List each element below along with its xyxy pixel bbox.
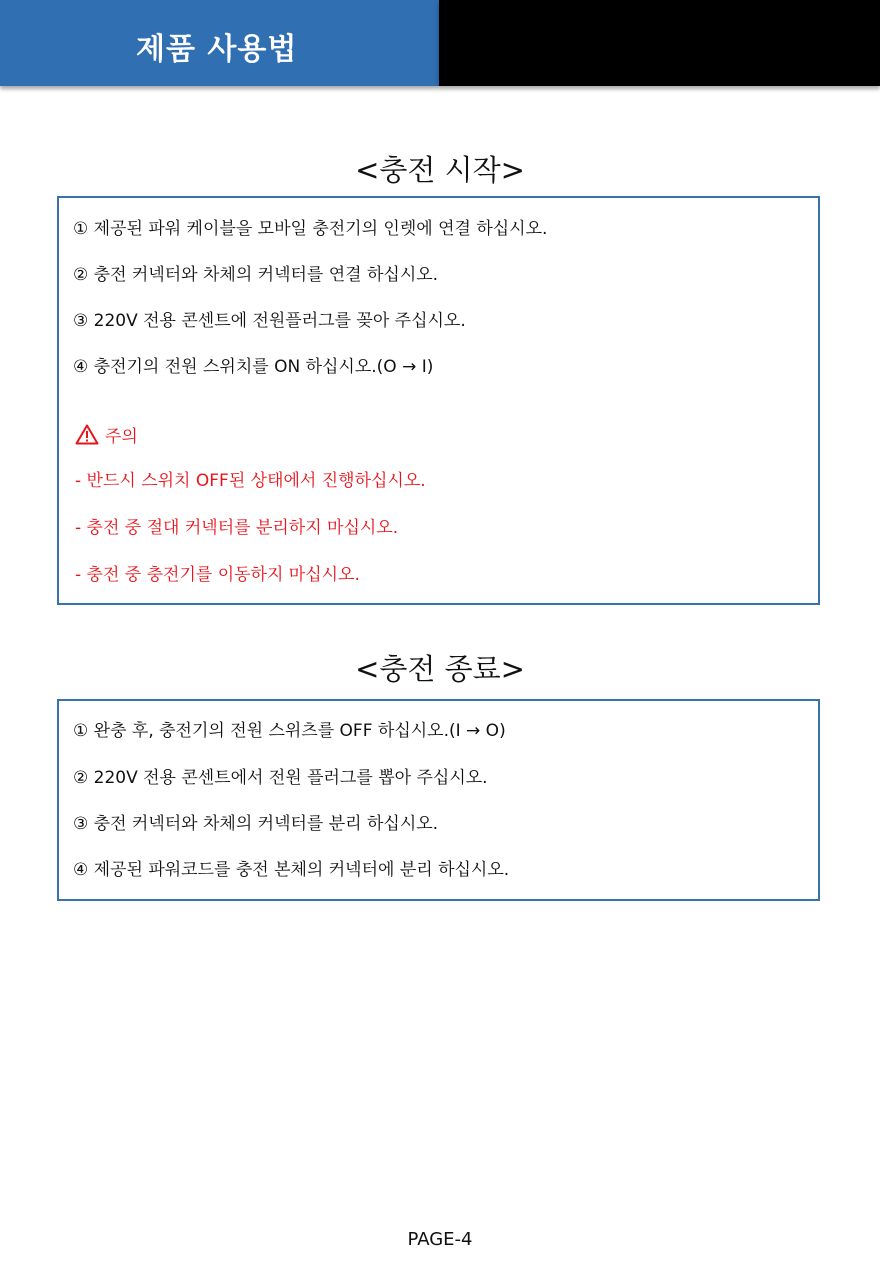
- end-step-3: ③ 충전 커넥터와 차체의 커넥터를 분리 하십시오.: [73, 814, 439, 834]
- caution-heading: [75, 422, 138, 450]
- header-title-panel: [0, 0, 439, 86]
- start-step-1: ① 제공된 파워 케이블을 모바일 충전기의 인렛에 연결 하십시오.: [73, 219, 548, 239]
- end-step-2: ② 220V 전용 콘센트에서 전원 플러그를 뽑아 주십시오.: [73, 768, 488, 788]
- caution-item-3: - 충전 중 충전기를 이동하지 마십시오.: [75, 565, 360, 585]
- caution-item-1: - 반드시 스위치 OFF된 상태에서 진행하십시오.: [75, 471, 426, 491]
- page-number: PAGE-4: [407, 1229, 473, 1250]
- charging-end-heading: <충전 종료>: [355, 652, 525, 686]
- warning-icon: [75, 424, 99, 450]
- end-step-4: ④ 제공된 파워코드를 충전 본체의 커넥터에 분리 하십시오.: [73, 860, 510, 880]
- start-step-2: ② 충전 커넥터와 차체의 커넥터를 연결 하십시오.: [73, 265, 439, 285]
- end-step-1: ① 완충 후, 충전기의 전원 스위츠를 OFF 하십시오.(I → O): [73, 721, 506, 741]
- header-dark-panel: [439, 0, 880, 86]
- charging-end-box: [57, 699, 820, 901]
- page-title: 제품 사용법: [136, 32, 298, 67]
- start-step-3: ③ 220V 전용 콘센트에 전원플러그를 꽂아 주십시오.: [73, 311, 466, 331]
- charging-start-heading: <충전 시작>: [355, 153, 525, 187]
- charging-start-box: [57, 196, 820, 605]
- header-bar: [0, 0, 880, 86]
- caution-label: 주의: [105, 427, 138, 447]
- start-step-4: ④ 충전기의 전원 스위치를 ON 하십시오.(O → I): [73, 357, 434, 377]
- caution-item-2: - 충전 중 절대 커넥터를 분리하지 마십시오.: [75, 518, 399, 538]
